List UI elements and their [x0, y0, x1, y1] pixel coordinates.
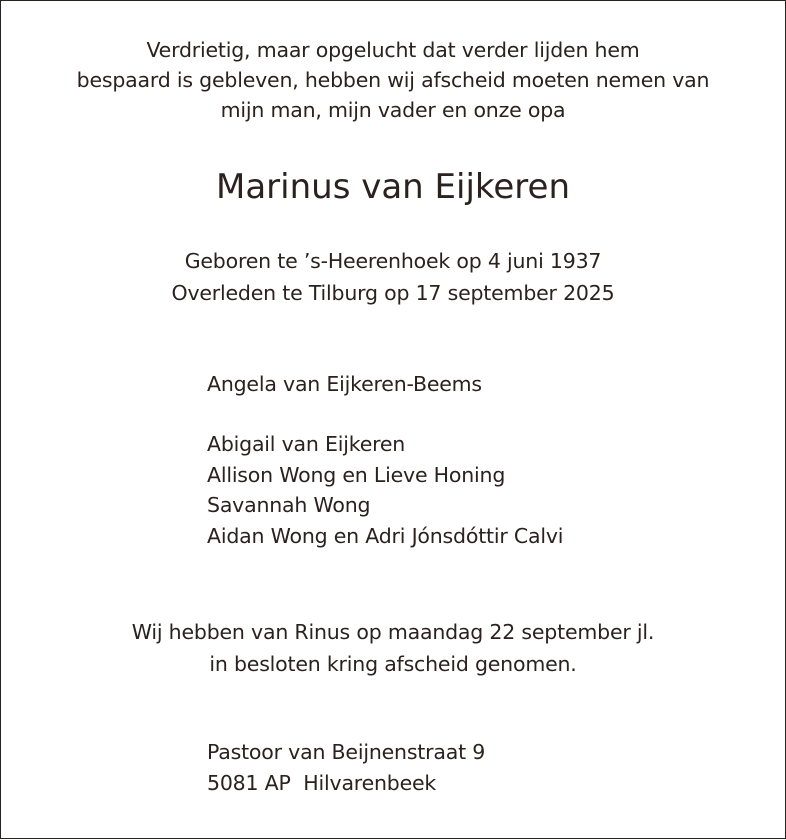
spouse-line: Angela van Eijkeren-Beems	[207, 372, 482, 396]
death-line: Overleden te Tilburg op 17 september 2025	[171, 281, 615, 305]
birth-line: Geboren te ’s-Heerenhoek op 4 juni 1937	[184, 249, 602, 273]
intro-line: bespaard is gebleven, hebben wij afscheid moeten nemen van	[76, 68, 710, 92]
farewell-line: in besloten kring afscheid genomen.	[209, 652, 577, 676]
intro-line: Verdrietig, maar opgelucht dat verder lijden hem	[146, 38, 640, 62]
family-member: Savannah Wong	[207, 493, 371, 517]
intro-text	[1, 35, 785, 125]
deceased-name: Marinus van Eijkeren	[216, 167, 570, 207]
address-postal-city: 5081 AP Hilvarenbeek	[207, 770, 437, 795]
spouse-name	[207, 369, 482, 400]
family-member: Aidan Wong en Adri Jónsdóttir Calvi	[207, 523, 564, 548]
farewell-text	[1, 616, 785, 680]
family-member: Allison Wong en Lieve Honing	[207, 462, 506, 487]
family-member: Abigail van Eijkeren	[207, 432, 406, 456]
family-list	[207, 429, 563, 551]
life-dates	[1, 245, 785, 309]
intro-line: mijn man, mijn vader en onze opa	[220, 98, 566, 122]
address-street: Pastoor van Beijnenstraat 9	[207, 740, 486, 764]
farewell-line: Wij hebben van Rinus op maandag 22 september jl.	[131, 620, 655, 644]
address	[207, 737, 485, 798]
